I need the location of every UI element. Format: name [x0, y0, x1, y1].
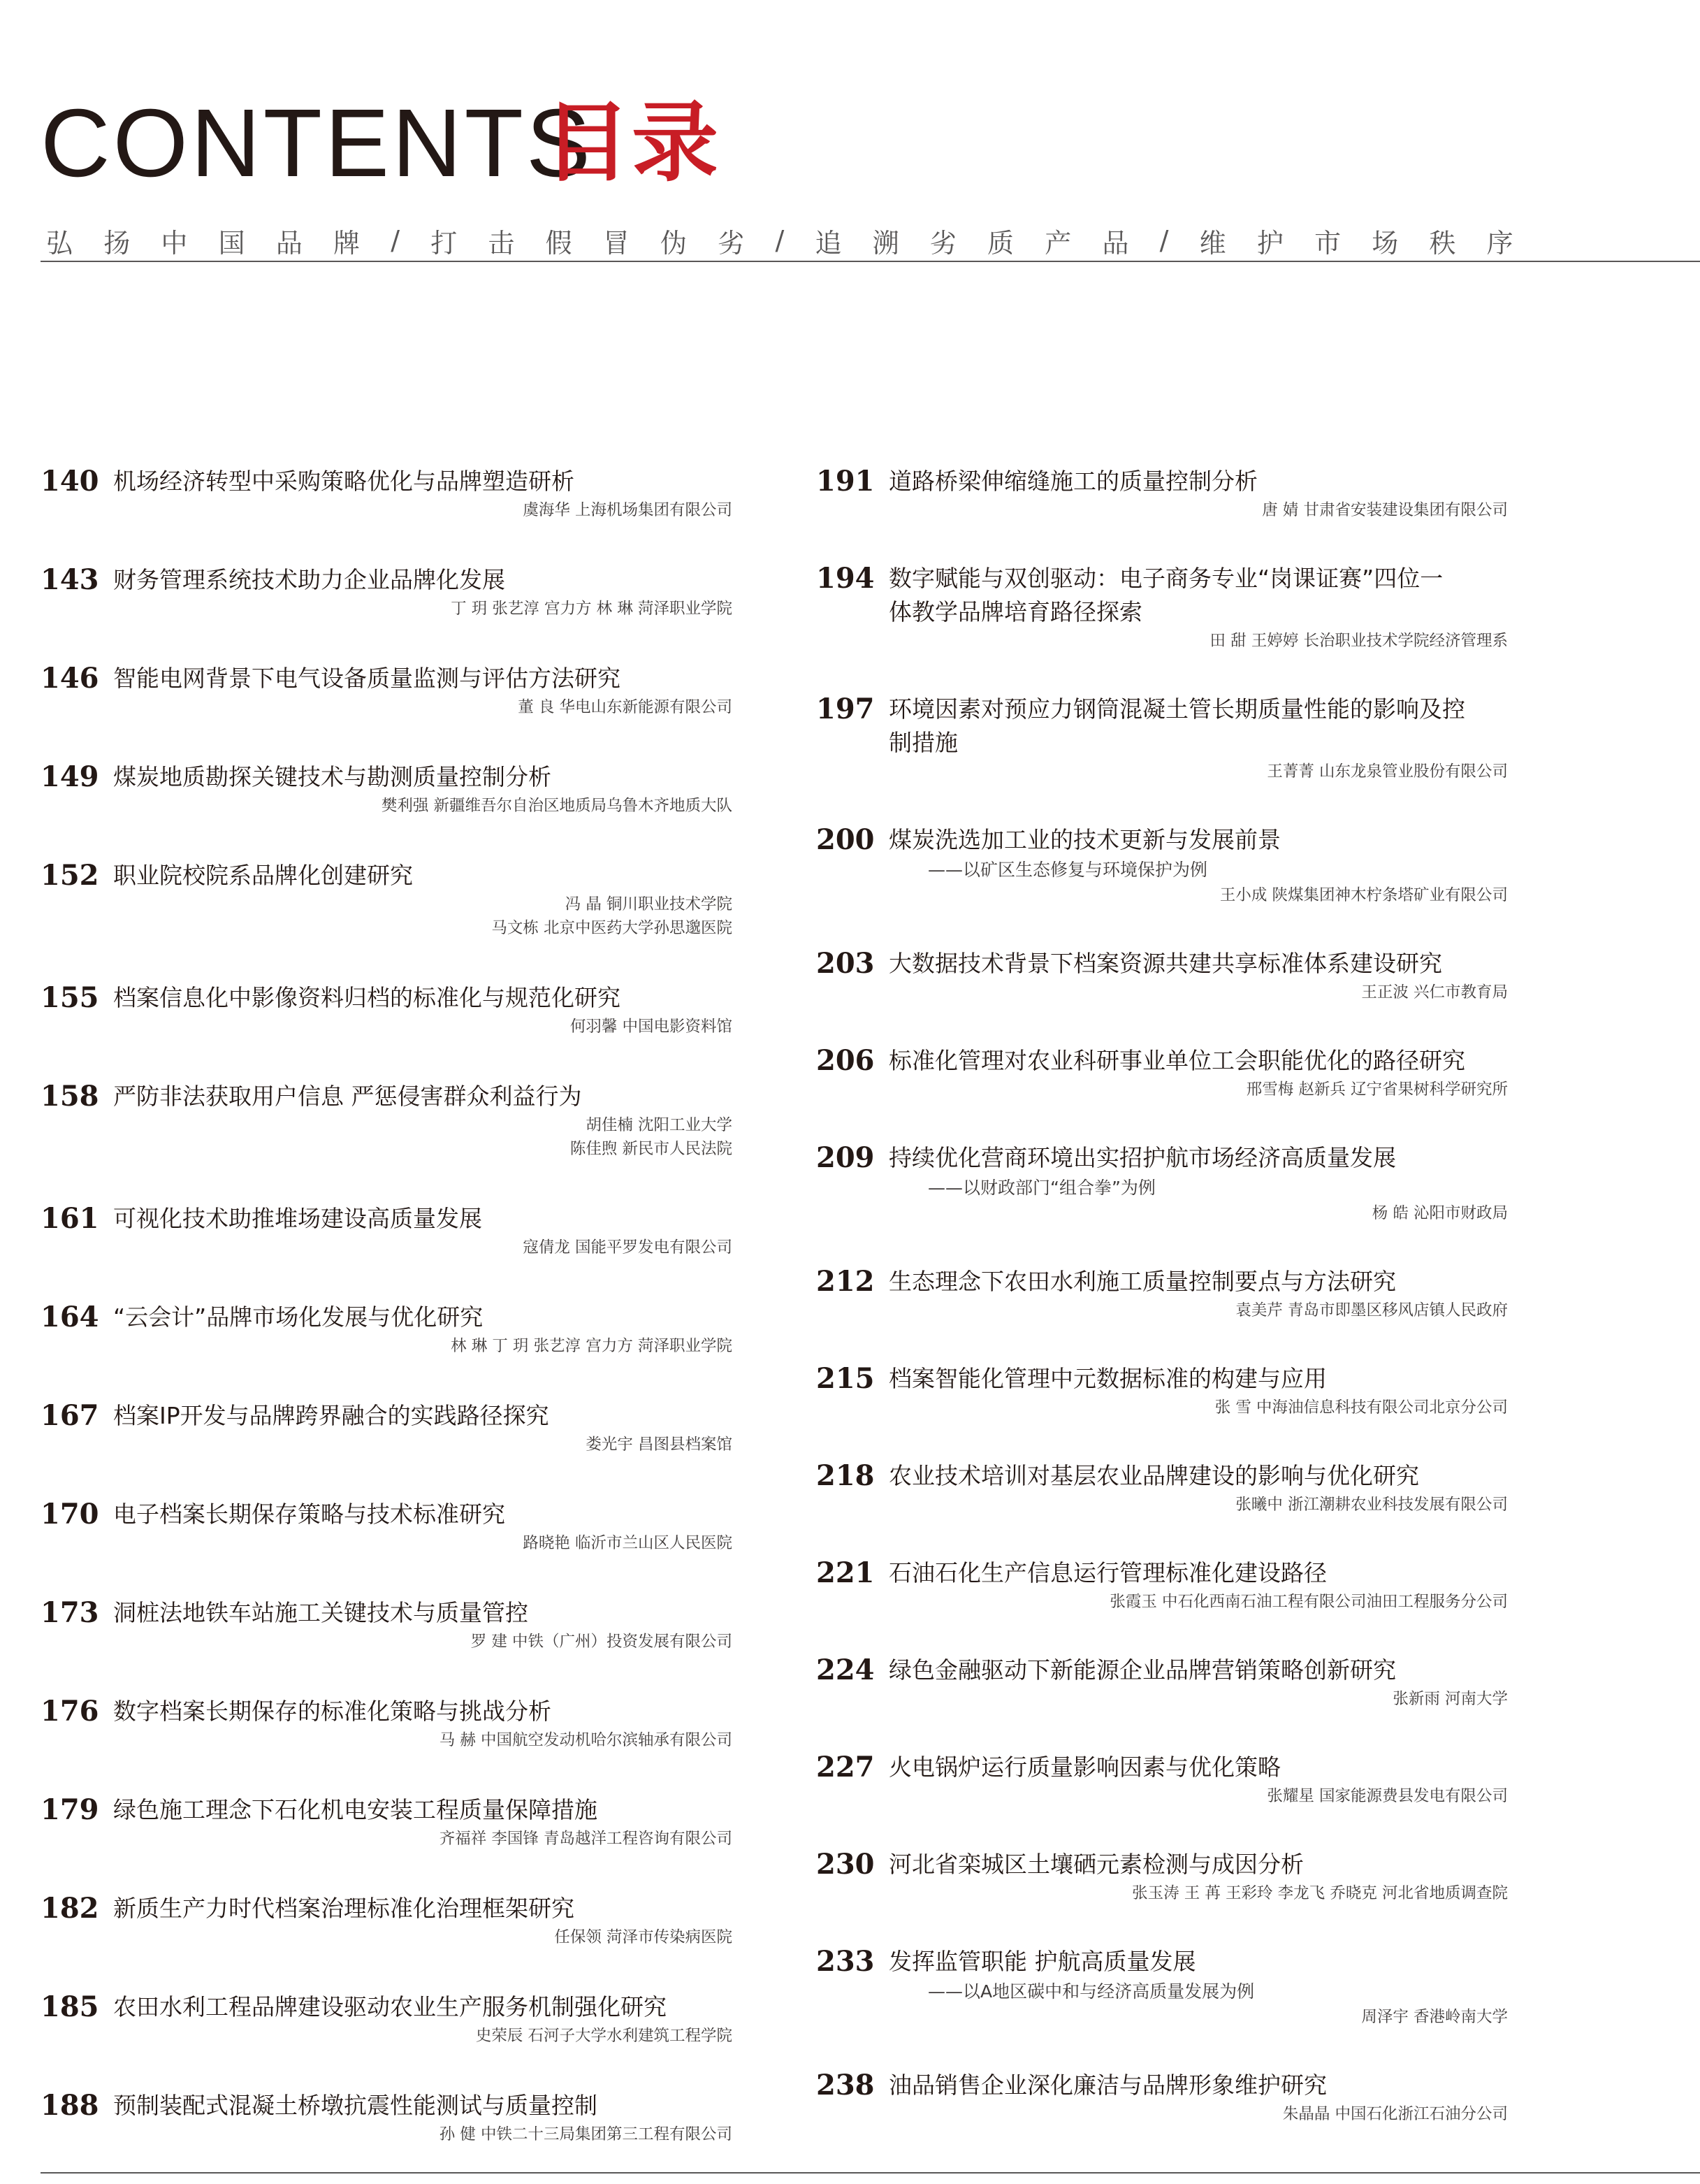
article-title — [113, 1888, 732, 1925]
article-author: 张 雪 中海油信息科技有限公司北京分公司 — [1214, 1398, 1508, 1417]
toc-entry[interactable] — [816, 1138, 1508, 1225]
slogan-char: 冒 — [602, 227, 630, 259]
page-number: 185 — [41, 1990, 99, 2023]
page-number: 238 — [816, 2069, 875, 2102]
slogan-char: 弘 — [46, 227, 73, 259]
article-title-line: 预制装配式混凝土桥墩抗震性能测试与质量控制 — [113, 2092, 597, 2119]
slogan-char: 产 — [1045, 227, 1072, 259]
article-author: 娄光宇 昌图县档案馆 — [586, 1435, 732, 1454]
article-title-line: 发挥监管职能 护航高质量发展 — [889, 1948, 1196, 1975]
article-title-line: 数字赋能与双创驱动：电子商务专业“岗课证赛”四位一 — [889, 565, 1444, 592]
article-author: 丁 玥 张艺淳 宫力方 林 琳 菏泽职业学院 — [451, 600, 732, 618]
toc-entry[interactable] — [41, 461, 732, 522]
article-title-line: 道路桥梁伸缩缝施工的质量控制分析 — [889, 468, 1258, 495]
article-title-line: 持续优化营商环境出实招护航市场经济高质量发展 — [889, 1144, 1396, 1171]
toc-entry[interactable] — [41, 757, 732, 818]
article-title — [889, 461, 1508, 498]
article-author: 林 琳 丁 玥 张艺淳 宫力方 菏泽职业学院 — [451, 1337, 732, 1355]
article-title — [889, 1041, 1508, 1078]
toc-entry[interactable] — [816, 2065, 1508, 2126]
article-title — [889, 1456, 1508, 1493]
article-title — [113, 658, 732, 695]
page-number: 176 — [41, 1695, 99, 1728]
page-number: 215 — [816, 1362, 875, 1395]
article-title-line: 档案智能化管理中元数据标准的构建与应用 — [889, 1365, 1327, 1392]
page-number: 158 — [41, 1080, 99, 1113]
toc-entry[interactable] — [41, 1076, 732, 1161]
toc-entry[interactable] — [41, 1494, 732, 1555]
page-number: 230 — [816, 1848, 875, 1881]
page-number: 146 — [41, 662, 99, 695]
article-author: 朱晶晶 中国石化浙江石油分公司 — [1282, 2105, 1508, 2123]
article-title — [889, 1261, 1508, 1299]
slogan-char: 护 — [1256, 227, 1284, 259]
toc-entry[interactable] — [816, 689, 1508, 783]
article-author: 张霞玉 中石化西南石油工程有限公司油田工程服务分公司 — [1110, 1593, 1508, 1611]
slogan-char: / — [391, 225, 400, 256]
article-title-line: 职业院校院系品牌化创建研究 — [113, 862, 413, 889]
page-number: 170 — [41, 1498, 99, 1531]
article-title — [113, 461, 732, 498]
article-title-line: 农田水利工程品牌建设驱动农业生产服务机制强化研究 — [113, 1993, 667, 2020]
top-divider — [41, 261, 1700, 262]
page-number: 161 — [41, 1202, 99, 1235]
slogan-char: 品 — [1102, 227, 1129, 259]
article-title-line: 洞桩法地铁车站施工关键技术与质量管控 — [113, 1599, 528, 1626]
toc-entry[interactable] — [41, 855, 732, 940]
toc-entry[interactable] — [816, 1844, 1508, 1905]
article-title — [113, 560, 732, 597]
toc-entry[interactable] — [816, 1747, 1508, 1808]
article-author: 张新雨 河南大学 — [1393, 1690, 1508, 1708]
article-title-line: 煤炭地质勘探关键技术与勘测质量控制分析 — [113, 763, 551, 790]
bottom-divider — [41, 2172, 1700, 2174]
page-number: 152 — [41, 859, 99, 892]
page-number: 203 — [816, 947, 875, 980]
article-author: 史荣辰 石河子大学水利建筑工程学院 — [475, 2027, 732, 2045]
slogan-char: 打 — [430, 227, 458, 259]
toc-column-left — [41, 461, 732, 2184]
page-number: 143 — [41, 563, 99, 596]
article-title — [113, 1396, 732, 1433]
slogan-char: 序 — [1486, 227, 1513, 259]
article-title-line: 电子档案长期保存策略与技术标准研究 — [113, 1500, 505, 1528]
article-author: 邢雪梅 赵新兵 辽宁省果树科学研究所 — [1246, 1080, 1508, 1099]
slogan-char: 品 — [275, 227, 303, 259]
page-number: 140 — [41, 465, 99, 498]
article-author: 胡佳楠 沈阳工业大学 — [586, 1116, 732, 1134]
article-title — [113, 1691, 732, 1728]
article-title-line: 档案信息化中影像资料归档的标准化与规范化研究 — [113, 984, 620, 1011]
page-number: 194 — [816, 562, 875, 595]
page-number: 188 — [41, 2089, 99, 2122]
article-title — [113, 1790, 732, 1827]
article-author: 寇倩龙 国能平罗发电有限公司 — [523, 1238, 732, 1257]
page-number: 167 — [41, 1399, 99, 1432]
article-title — [889, 820, 1508, 857]
article-title — [889, 558, 1508, 629]
article-title-line: “云会计”品牌市场化发展与优化研究 — [113, 1303, 484, 1331]
page-number: 173 — [41, 1596, 99, 1629]
toc-entry[interactable] — [816, 461, 1508, 522]
toc-entry[interactable] — [41, 1297, 732, 1358]
toc-entry[interactable] — [41, 1396, 732, 1456]
page-number: 206 — [816, 1044, 875, 1077]
article-author: 何羽馨 中国电影资料馆 — [569, 1018, 732, 1036]
article-title-line: 体教学品牌培育路径探索 — [889, 598, 1142, 625]
article-title — [113, 1593, 732, 1630]
article-title-line: 煤炭洗选加工业的技术更新与发展前景 — [889, 826, 1281, 853]
article-author: 周泽宇 香港岭南大学 — [1361, 2008, 1508, 2026]
toc-column-right — [816, 461, 1508, 2162]
article-title — [113, 855, 732, 892]
slogan-char: 维 — [1199, 227, 1226, 259]
toc-entry[interactable] — [816, 1041, 1508, 1101]
article-title-line: 大数据技术背景下档案资源共建共享标准体系建设研究 — [889, 950, 1442, 977]
article-title — [113, 1297, 732, 1334]
article-author: 唐 婧 甘肃省安装建设集团有限公司 — [1262, 501, 1508, 519]
article-title — [113, 1076, 732, 1113]
article-title — [113, 757, 732, 794]
toc-entry[interactable] — [816, 1650, 1508, 1711]
article-title-line: 数字档案长期保存的标准化策略与挑战分析 — [113, 1698, 551, 1725]
article-title — [889, 1138, 1508, 1175]
article-title — [113, 1199, 732, 1236]
article-title — [889, 689, 1508, 760]
article-title — [113, 978, 732, 1015]
mulu-heading: 目录 — [544, 92, 720, 194]
article-author: 张玉涛 王 苒 王彩玲 李龙飞 乔晓克 河北省地质调查院 — [1132, 1884, 1508, 1902]
article-author: 张曦中 浙江潮耕农业科技发展有限公司 — [1235, 1496, 1508, 1514]
article-author: 马文栋 北京中医药大学孙思邈医院 — [491, 919, 732, 937]
article-subtitle: ——以A地区碳中和与经济高质量发展为例 — [928, 1981, 1255, 2002]
article-title — [889, 1747, 1508, 1784]
page-number: 218 — [816, 1459, 875, 1492]
article-author: 袁美芹 青岛市即墨区移风店镇人民政府 — [1235, 1301, 1508, 1319]
slogan-char: 伪 — [660, 227, 688, 259]
article-title-line: 石油石化生产信息运行管理标准化建设路径 — [889, 1559, 1327, 1586]
article-author: 杨 皓 沁阳市财政局 — [1372, 1204, 1508, 1222]
article-title — [889, 1941, 1508, 1979]
toc-entry[interactable] — [41, 2085, 732, 2146]
toc-entry[interactable] — [816, 820, 1508, 907]
page-number: 155 — [41, 981, 99, 1014]
article-subtitle: ——以财政部门“组合拳”为例 — [928, 1178, 1156, 1198]
slogan-char: 劣 — [718, 227, 745, 259]
article-author: 张耀星 国家能源费县发电有限公司 — [1267, 1787, 1508, 1805]
article-title-line: 火电锅炉运行质量影响因素与优化策略 — [889, 1753, 1281, 1781]
slogan-char: / — [1159, 225, 1169, 256]
toc-entry[interactable] — [41, 1987, 732, 2048]
article-title-line: 智能电网背景下电气设备质量监测与评估方法研究 — [113, 665, 620, 692]
article-title — [889, 1844, 1508, 1881]
page-number: 209 — [816, 1141, 875, 1174]
article-author: 虞海华 上海机场集团有限公司 — [523, 501, 732, 519]
article-author: 王菁菁 山东龙泉管业股份有限公司 — [1267, 762, 1508, 781]
slogan-char: 击 — [488, 227, 515, 259]
slogan-char: 市 — [1314, 227, 1342, 259]
article-title-line: 河北省栾城区土壤硒元素检测与成因分析 — [889, 1851, 1304, 1878]
page-number: 212 — [816, 1265, 875, 1298]
toc-entry[interactable] — [41, 978, 732, 1039]
article-author: 田 甜 王婷婷 长治职业技术学院经济管理系 — [1209, 632, 1508, 650]
article-title-line: 严防非法获取用户信息 严惩侵害群众利益行为 — [113, 1083, 582, 1110]
page-number: 233 — [816, 1945, 875, 1978]
toc-entry[interactable] — [41, 1593, 732, 1654]
toc-entry[interactable] — [816, 943, 1508, 1004]
slogan-char: 追 — [815, 227, 842, 259]
contents-heading: CONTENTS — [41, 89, 593, 197]
slogan-char: / — [775, 225, 785, 256]
page-number: 179 — [41, 1793, 99, 1826]
toc-entry[interactable] — [816, 1553, 1508, 1614]
article-author: 董 良 华电山东新能源有限公司 — [518, 698, 732, 716]
toc-entry[interactable] — [41, 1888, 732, 1949]
article-title — [889, 1553, 1508, 1590]
article-title — [113, 1494, 732, 1531]
article-title — [889, 1359, 1508, 1396]
article-author: 王正波 兴仁市教育局 — [1361, 983, 1508, 1001]
toc-entry[interactable] — [41, 658, 732, 719]
article-author: 任保领 菏泽市传染病医院 — [554, 1928, 732, 1946]
article-title — [113, 2085, 732, 2122]
article-title — [889, 1650, 1508, 1687]
article-author: 孙 健 中铁二十三局集团第三工程有限公司 — [439, 2125, 732, 2143]
article-title-line: 生态理念下农田水利施工质量控制要点与方法研究 — [889, 1268, 1396, 1295]
article-title-line: 财务管理系统技术助力企业品牌化发展 — [113, 566, 505, 593]
toc-entry[interactable] — [816, 1261, 1508, 1322]
toc-entry[interactable] — [816, 558, 1508, 653]
article-author: 路晓艳 临沂市兰山区人民医院 — [523, 1534, 732, 1552]
article-title-line: 农业技术培训对基层农业品牌建设的影响与优化研究 — [889, 1462, 1419, 1489]
article-author: 樊利强 新疆维吾尔自治区地质局乌鲁木齐地质大队 — [381, 797, 732, 815]
article-author: 齐福祥 李国锋 青岛越洋工程咨询有限公司 — [439, 1830, 732, 1848]
article-title-line: 档案IP开发与品牌跨界融合的实践路径探究 — [113, 1402, 549, 1429]
article-title-line: 绿色施工理念下石化机电安装工程质量保障措施 — [113, 1796, 597, 1823]
article-subtitle: ——以矿区生态修复与环境保护为例 — [928, 860, 1208, 880]
toc-entry[interactable] — [816, 1456, 1508, 1517]
slogan-char: 国 — [218, 227, 245, 259]
article-title-line: 新质生产力时代档案治理标准化治理框架研究 — [113, 1895, 574, 1922]
article-title-line: 可视化技术助推堆场建设高质量发展 — [113, 1205, 482, 1232]
toc-entry[interactable] — [41, 1790, 732, 1851]
toc-entry[interactable] — [41, 1691, 732, 1752]
slogan-char: 溯 — [872, 227, 899, 259]
article-title-line: 环境因素对预应力钢筒混凝土管长期质量性能的影响及控 — [889, 695, 1465, 723]
page-number: 227 — [816, 1751, 875, 1784]
page-number: 224 — [816, 1654, 875, 1686]
slogan-line — [46, 222, 1513, 259]
article-author: 罗 建 中铁（广州）投资发展有限公司 — [470, 1633, 732, 1651]
slogan-char: 质 — [987, 227, 1015, 259]
page-number: 221 — [816, 1556, 875, 1589]
article-title-line: 标准化管理对农业科研事业单位工会职能优化的路径研究 — [889, 1047, 1465, 1074]
slogan-char: 中 — [161, 227, 188, 259]
page-number: 182 — [41, 1892, 99, 1925]
article-title — [113, 1987, 732, 2024]
slogan-char: 假 — [545, 227, 572, 259]
slogan-char: 秩 — [1429, 227, 1456, 259]
toc-entry[interactable] — [41, 560, 732, 621]
article-title-line: 机场经济转型中采购策略优化与品牌塑造研析 — [113, 468, 574, 495]
article-title — [889, 943, 1508, 981]
article-author: 马 赫 中国航空发动机哈尔滨轴承有限公司 — [439, 1731, 732, 1749]
page-number: 191 — [816, 465, 875, 498]
slogan-char: 牌 — [333, 227, 361, 259]
article-title — [889, 2065, 1508, 2102]
article-author: 冯 晶 铜川职业技术学院 — [565, 895, 732, 913]
page-number: 149 — [41, 760, 99, 793]
article-title-line: 油品销售企业深化廉洁与品牌形象维护研究 — [889, 2071, 1327, 2099]
toc-entry[interactable] — [816, 1941, 1508, 2029]
page-number: 164 — [41, 1301, 99, 1333]
toc-entry[interactable] — [816, 1359, 1508, 1419]
article-author: 王小成 陕煤集团神木柠条塔矿业有限公司 — [1219, 886, 1508, 904]
article-title-line: 绿色金融驱动下新能源企业品牌营销策略创新研究 — [889, 1656, 1396, 1684]
toc-entry[interactable] — [41, 1199, 732, 1259]
page-number: 200 — [816, 823, 875, 856]
page-number: 197 — [816, 693, 875, 725]
slogan-char: 劣 — [929, 227, 957, 259]
slogan-char: 扬 — [103, 227, 131, 259]
slogan-char: 场 — [1372, 227, 1399, 259]
article-title-line: 制措施 — [889, 729, 958, 756]
article-author: 陈佳煦 新民市人民法院 — [569, 1140, 732, 1158]
